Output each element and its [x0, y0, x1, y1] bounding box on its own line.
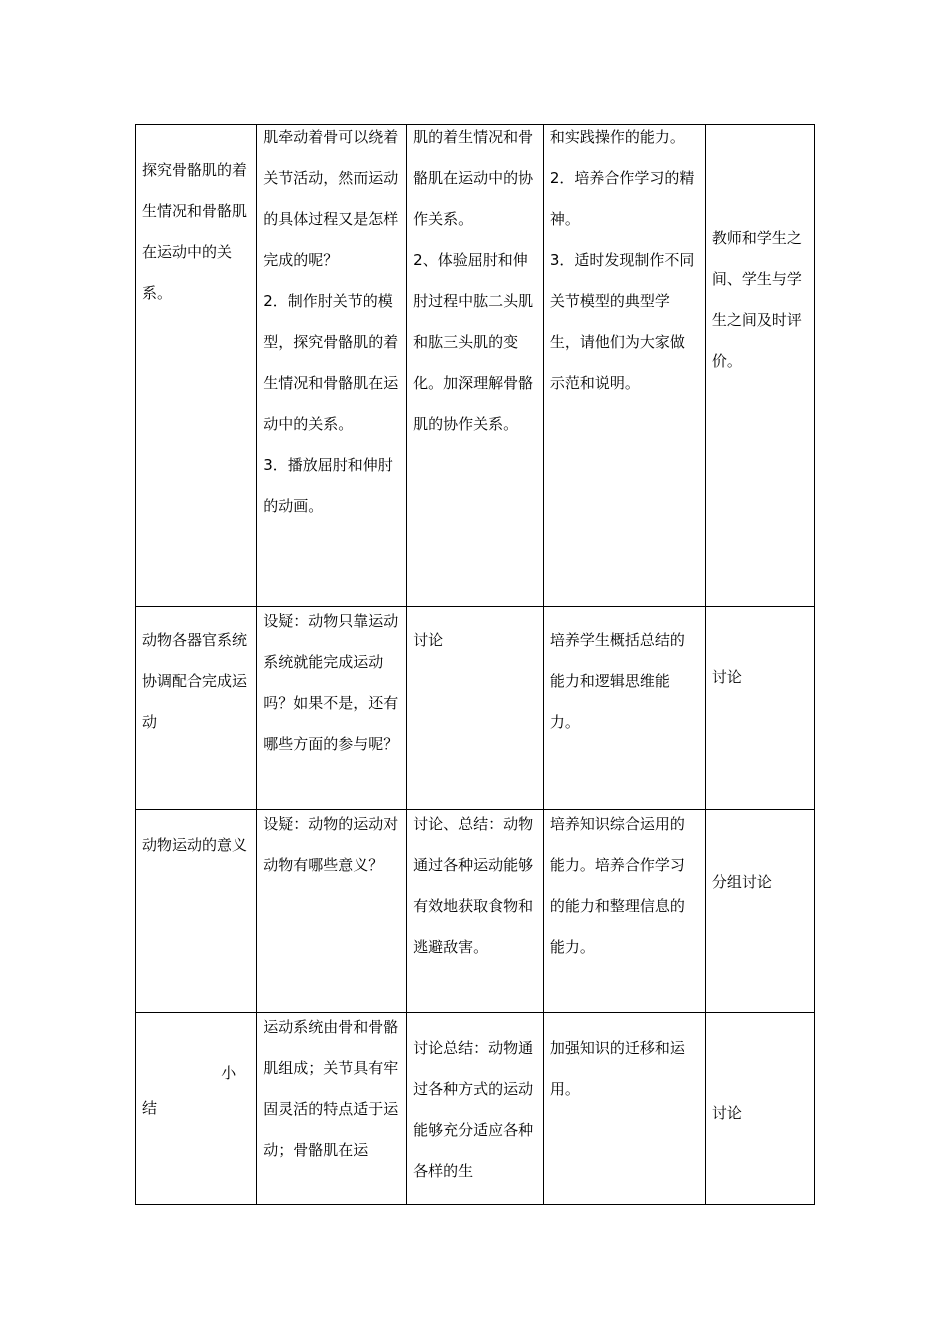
student-activity-cell — [407, 1013, 544, 1205]
evaluation-cell — [705, 125, 814, 607]
student-activity-cell — [407, 125, 544, 607]
evaluation-cell — [705, 607, 814, 810]
goal-cell — [543, 607, 705, 810]
teacher-text: 设疑：动物的运动对动物有哪些意义？ — [263, 815, 399, 874]
student-text: 讨论总结：动物通过各种方式的运动能够充分适应各种各样的生 — [413, 1039, 534, 1180]
topic-text: 动物运动的意义 — [142, 836, 248, 854]
teacher-text: 肌牵动着骨可以绕着关节活动，然而运动的具体过程又是怎样完成的呢？ — [263, 128, 399, 269]
evaluation-text: 讨论 — [711, 1104, 742, 1122]
topic-text: 动物各器官系统协调配合完成运动 — [142, 631, 248, 731]
student-activity-cell — [407, 607, 544, 810]
goal-text: 培养知识综合运用的能力。培养合作学习的能力和整理信息的能力。 — [549, 815, 685, 956]
table-row — [136, 1013, 815, 1205]
student-activity-cell — [407, 810, 544, 1013]
topic-cell — [136, 1013, 257, 1205]
goal-cell — [543, 125, 705, 607]
goal-cell — [543, 810, 705, 1013]
student-text: 2、体验屈肘和伸肘过程中肱二头肌和肱三头肌的变化。加深理解骨骼肌的协作关系。 — [413, 251, 534, 433]
student-text: 讨论、总结：动物通过各种运动能够有效地获取食物和逃避敌害。 — [413, 815, 534, 956]
teacher-text: 3．播放屈肘和伸肘的动画。 — [263, 456, 393, 515]
topic-cell — [136, 125, 257, 607]
teacher-activity-cell — [257, 810, 407, 1013]
teacher-activity-cell — [257, 607, 407, 810]
topic-cell — [136, 810, 257, 1013]
teacher-text: 运动系统由骨和骨骼肌组成；关节具有牢固灵活的特点适于运动；骨骼肌在运 — [263, 1018, 399, 1159]
goal-text: 加强知识的迁移和运用。 — [549, 1039, 685, 1098]
goal-cell — [543, 1013, 705, 1205]
goal-text: 3．适时发现制作不同关节模型的典型学生，请他们为大家做示范和说明。 — [549, 251, 695, 392]
evaluation-cell — [705, 1013, 814, 1205]
evaluation-text: 教师和学生之间、学生与学生之间及时评价。 — [711, 229, 802, 370]
evaluation-text: 讨论 — [711, 668, 742, 686]
table-row — [136, 810, 815, 1013]
topic-text-b: 结 — [142, 1099, 158, 1117]
topic-cell — [136, 607, 257, 810]
goal-text: 培养学生概括总结的能力和逻辑思维能力。 — [549, 631, 685, 731]
evaluation-cell — [705, 810, 814, 1013]
lesson-plan-table — [135, 124, 815, 1205]
student-text: 讨论 — [413, 631, 444, 649]
goal-text: 2．培养合作学习的精神。 — [549, 169, 695, 228]
teacher-text: 2．制作肘关节的模型，探究骨骼肌的着生情况和骨骼肌在运动中的关系。 — [263, 292, 399, 433]
topic-text-a: 小 — [221, 1064, 237, 1082]
evaluation-text: 分组讨论 — [711, 873, 772, 891]
teacher-activity-cell — [257, 125, 407, 607]
table-row — [136, 607, 815, 810]
teacher-activity-cell — [257, 1013, 407, 1205]
table-row — [136, 125, 815, 607]
topic-text: 探究骨骼肌的着生情况和骨骼肌在运动中的关系。 — [142, 161, 248, 302]
teacher-text: 设疑：动物只靠运动系统就能完成运动吗？如果不是，还有哪些方面的参与呢？ — [263, 612, 399, 753]
goal-text: 和实践操作的能力。 — [549, 128, 685, 146]
student-text: 肌的着生情况和骨骼肌在运动中的协作关系。 — [413, 128, 534, 228]
